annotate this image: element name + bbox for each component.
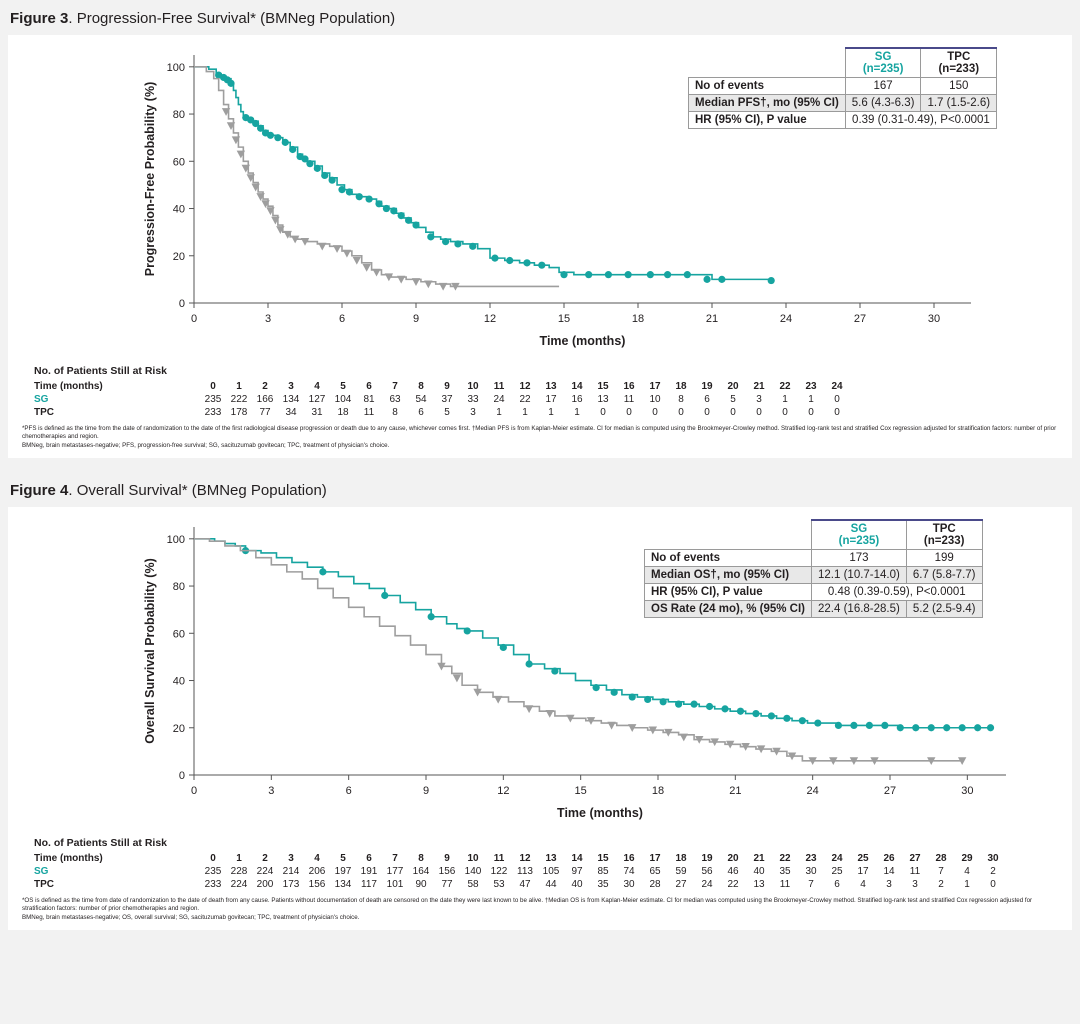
risk-cell: 9 — [444, 853, 450, 865]
risk-cell: 18 — [675, 381, 687, 392]
risk-cell: 14 — [571, 853, 583, 865]
risk-cell: 44 — [545, 879, 557, 891]
risk-cell: 7 — [808, 879, 814, 891]
risk-cell: 47 — [519, 879, 531, 891]
risk-cell: 0 — [834, 394, 840, 405]
risk-cell: 113 — [517, 866, 533, 878]
risk-cell: 173 — [282, 879, 300, 891]
risk-row-label: TPC — [34, 407, 54, 418]
risk-cell: 122 — [490, 866, 508, 878]
risk-cell: 30 — [623, 879, 635, 891]
risk-cell: 25 — [857, 853, 869, 865]
risk-cell: 22 — [519, 394, 531, 405]
stats-header-sg-line2: (n=235) — [862, 63, 904, 75]
stats-header-tpc-line2: (n=233) — [938, 63, 980, 75]
risk-cell: 134 — [334, 879, 352, 891]
risk-cell: 10 — [649, 394, 661, 405]
table-row — [645, 550, 983, 567]
svg-text:0: 0 — [178, 298, 185, 310]
risk-cell: 58 — [467, 879, 479, 891]
risk-cell: 101 — [386, 879, 404, 891]
stats-cell-tpc: 6.7 (5.8-7.7) — [906, 567, 982, 584]
risk-cell: 23 — [805, 853, 817, 865]
risk-cell: 1 — [964, 879, 970, 891]
table-row — [645, 601, 983, 618]
risk-table-title: No. of Patients Still at Risk — [34, 365, 168, 377]
risk-cell: 53 — [493, 879, 505, 891]
stats-cell-sg: 12.1 (10.7-14.0) — [812, 567, 907, 584]
risk-cell: 10 — [467, 381, 479, 392]
figure-4-plot-wrap — [16, 513, 1064, 833]
figure-3-panel — [8, 35, 1072, 458]
risk-cell: 3 — [288, 853, 294, 865]
svg-text:15: 15 — [574, 785, 587, 798]
risk-row — [34, 380, 850, 393]
risk-cell: 5 — [444, 407, 450, 418]
risk-cell: 0 — [730, 407, 736, 418]
risk-cell: 4 — [314, 381, 320, 392]
risk-cell: 30 — [805, 866, 817, 878]
stats-header-sg-line1: SG — [850, 523, 868, 536]
stats-cell-tpc: 5.2 (2.5-9.4) — [906, 601, 982, 618]
stats-row-label: No of events — [645, 550, 812, 567]
risk-cell: 15 — [597, 381, 609, 392]
risk-cell: 156 — [438, 866, 456, 878]
risk-cell: 164 — [412, 866, 430, 878]
risk-cell: 13 — [545, 381, 557, 392]
risk-cell: 59 — [675, 866, 687, 878]
risk-cell: 26 — [883, 853, 895, 865]
section-spacer — [0, 458, 1080, 472]
stats-row-label: HR (95% CI), P value — [689, 112, 846, 129]
svg-text:9: 9 — [412, 313, 420, 325]
svg-text:21: 21 — [705, 313, 719, 325]
footnote-line-1: *PFS is defined as the time from the date of randomization to the date of the first radiological disease progression or death due to any cause, whichever comes first. †Median PFS is from Kaplan-Meier estimate. CI for median is computed using the Brookmeyer-Crowley method. Stratified log-rank test and stratified Cox regression adjusted for stratification factors: number of prior chemotherapies and region. — [22, 425, 1057, 441]
risk-cell: 6 — [418, 407, 424, 418]
risk-cell: 0 — [678, 407, 684, 418]
risk-cell: 127 — [308, 394, 326, 405]
risk-cell: 7 — [392, 853, 398, 865]
risk-cell: 3 — [912, 879, 918, 891]
risk-cell: 4 — [964, 866, 970, 878]
svg-text:30: 30 — [927, 313, 941, 325]
svg-text:Time (months): Time (months) — [539, 334, 626, 348]
risk-cell: 11 — [909, 866, 921, 878]
risk-cell: 20 — [727, 381, 739, 392]
stats-header-tpc — [921, 48, 997, 78]
stats-row-label: Median PFS†, mo (95% CI) — [689, 95, 846, 112]
figure-4-title-rest: . Overall Survival* (BMNeg Population) — [68, 482, 327, 500]
stats-row-label: No of events — [689, 78, 846, 95]
stats-row-label: OS Rate (24 mo), % (95% CI) — [645, 601, 812, 618]
risk-cell: 3 — [288, 381, 294, 392]
risk-cell: 20 — [727, 853, 739, 865]
risk-cell: 2 — [938, 879, 944, 891]
risk-cell: 90 — [415, 879, 427, 891]
risk-cell: 8 — [418, 853, 424, 865]
risk-cell: 74 — [623, 866, 635, 878]
figure-3-title-rest: . Progression-Free Survival* (BMNeg Population) — [68, 10, 396, 27]
stats-cell-sg: 5.6 (4.3-6.3) — [845, 95, 921, 112]
risk-table-title: No. of Patients Still at Risk — [34, 837, 168, 850]
risk-cell: 222 — [230, 394, 248, 405]
risk-cell: 24 — [831, 381, 843, 392]
risk-cell: 4 — [314, 853, 320, 865]
risk-cell: 23 — [805, 381, 817, 392]
stats-corner-cell — [645, 520, 812, 550]
risk-cell: 13 — [753, 879, 765, 891]
risk-cell: 30 — [987, 853, 999, 865]
svg-text:24: 24 — [779, 313, 793, 325]
risk-cell: 33 — [467, 394, 479, 405]
risk-cell: 235 — [204, 394, 222, 405]
svg-text:12: 12 — [483, 313, 497, 325]
risk-cell: 13 — [545, 853, 557, 865]
risk-cell: 19 — [701, 381, 713, 392]
stats-cell-span: 0.39 (0.31-0.49), P<0.0001 — [845, 112, 996, 129]
footnote-line-2: BMNeg, brain metastases-negative; OS, overall survival; SG, sacituzumab govitecan; TPC, treatment of physician's choice. — [22, 913, 360, 921]
risk-cell: 7 — [392, 381, 398, 392]
svg-text:100: 100 — [166, 533, 185, 546]
risk-cell: 28 — [649, 879, 661, 891]
risk-cell: 1 — [496, 407, 502, 418]
stats-header-tpc-line1: TPC — [947, 51, 971, 63]
risk-cell: 206 — [308, 866, 326, 878]
risk-cell: 85 — [597, 866, 609, 878]
risk-cell: 5 — [730, 394, 736, 405]
risk-cell: 235 — [204, 866, 222, 878]
risk-cell: 63 — [389, 394, 401, 405]
risk-cell: 13 — [597, 394, 609, 405]
figure-3-title — [10, 10, 1080, 27]
stats-header-tpc-line1: TPC — [932, 523, 956, 536]
risk-cell: 0 — [652, 407, 658, 418]
stats-header-sg — [812, 520, 907, 550]
risk-cell: 8 — [678, 394, 684, 405]
stats-cell-sg: 173 — [812, 550, 907, 567]
svg-text:12: 12 — [497, 785, 510, 798]
footnote-line-2: BMNeg, brain metastases-negative; PFS, progression-free survival; SG, sacituzumab govitecan; TPC, treatment of physician's choice. — [22, 441, 390, 449]
svg-text:0: 0 — [190, 313, 198, 325]
risk-cell: 12 — [519, 853, 531, 865]
risk-cell: 8 — [418, 381, 424, 392]
risk-row-label: SG — [34, 394, 49, 405]
risk-cell: 224 — [230, 879, 248, 891]
risk-cell: 29 — [961, 853, 973, 865]
risk-cell: 104 — [334, 394, 352, 405]
risk-cell: 1 — [522, 407, 528, 418]
risk-cell: 17 — [649, 853, 661, 865]
figure-4-title-prefix: Figure 4 — [10, 482, 69, 500]
risk-cell: 0 — [600, 407, 606, 418]
risk-cell: 22 — [727, 879, 739, 891]
stats-cell-tpc: 199 — [906, 550, 982, 567]
svg-text:0: 0 — [190, 785, 198, 798]
risk-cell: 37 — [441, 394, 453, 405]
risk-cell: 0 — [704, 407, 710, 418]
risk-row-label: Time (months) — [34, 853, 103, 865]
risk-row-label: Time (months) — [34, 381, 103, 392]
table-header-row — [645, 520, 983, 550]
risk-cell: 25 — [831, 866, 843, 878]
risk-cell: 2 — [262, 853, 268, 865]
risk-cell: 24 — [701, 879, 713, 891]
risk-cell: 1 — [574, 407, 580, 418]
stats-row-label: Median OS†, mo (95% CI) — [645, 567, 812, 584]
risk-cell: 15 — [597, 853, 609, 865]
risk-cell: 0 — [782, 407, 788, 418]
risk-cell: 11 — [779, 879, 791, 891]
risk-cell: 3 — [886, 879, 892, 891]
risk-table — [34, 380, 850, 419]
risk-cell: 0 — [626, 407, 632, 418]
risk-cell: 1 — [808, 394, 814, 405]
table-row — [645, 567, 983, 584]
risk-cell: 0 — [834, 407, 840, 418]
risk-cell: 6 — [834, 879, 840, 891]
risk-cell: 1 — [548, 407, 554, 418]
risk-row — [34, 865, 1006, 878]
risk-cell: 18 — [337, 407, 349, 418]
svg-text:3: 3 — [264, 313, 272, 325]
risk-cell: 22 — [779, 381, 791, 392]
svg-text:100: 100 — [166, 61, 185, 74]
risk-cell: 34 — [285, 407, 297, 418]
svg-text:27: 27 — [853, 313, 867, 325]
risk-cell: 46 — [727, 866, 739, 878]
risk-cell: 14 — [571, 381, 583, 392]
risk-cell: 3 — [470, 407, 476, 418]
risk-cell: 233 — [204, 879, 222, 891]
risk-cell: 1 — [782, 394, 788, 405]
table-row — [689, 112, 997, 129]
risk-cell: 19 — [701, 853, 713, 865]
risk-cell: 17 — [857, 866, 869, 878]
risk-cell: 11 — [493, 381, 505, 392]
risk-cell: 0 — [210, 381, 216, 392]
risk-cell: 16 — [623, 381, 635, 392]
svg-text:60: 60 — [172, 156, 185, 169]
risk-cell: 27 — [675, 879, 687, 891]
risk-cell: 0 — [808, 407, 814, 418]
risk-cell: 17 — [545, 394, 557, 405]
figure-3-risk-table — [34, 365, 1064, 419]
risk-cell: 233 — [204, 407, 222, 418]
risk-cell: 105 — [542, 866, 560, 878]
stats-cell-span: 0.48 (0.39-0.59), P<0.0001 — [812, 584, 983, 601]
risk-cell: 6 — [366, 381, 372, 392]
risk-cell: 156 — [308, 879, 326, 891]
svg-text:80: 80 — [172, 109, 185, 122]
risk-cell: 228 — [230, 866, 248, 878]
table-row — [689, 95, 997, 112]
risk-table — [34, 852, 1006, 891]
risk-cell: 31 — [311, 407, 323, 418]
svg-text:18: 18 — [631, 313, 645, 325]
risk-cell: 40 — [571, 879, 583, 891]
table-row — [645, 584, 983, 601]
risk-cell: 81 — [363, 394, 375, 405]
risk-cell: 65 — [649, 866, 661, 878]
figure-3-footnotes — [22, 425, 1058, 450]
svg-text:15: 15 — [557, 313, 571, 325]
risk-cell: 16 — [571, 394, 583, 405]
risk-cell: 12 — [519, 381, 531, 392]
risk-cell: 11 — [363, 407, 375, 418]
risk-cell: 10 — [467, 853, 479, 865]
risk-cell: 2 — [262, 381, 268, 392]
figure-4-title — [10, 482, 1080, 499]
risk-cell: 7 — [938, 866, 944, 878]
risk-cell: 197 — [334, 866, 352, 878]
svg-text:3: 3 — [268, 785, 275, 798]
risk-cell: 35 — [597, 879, 609, 891]
risk-cell: 177 — [386, 866, 404, 878]
risk-cell: 8 — [392, 407, 398, 418]
risk-cell: 24 — [493, 394, 505, 405]
risk-cell: 117 — [361, 879, 377, 891]
risk-cell: 178 — [230, 407, 248, 418]
risk-cell: 3 — [756, 394, 762, 405]
risk-cell: 11 — [493, 853, 505, 865]
risk-row — [34, 393, 850, 406]
svg-text:6: 6 — [345, 785, 352, 798]
svg-text:Progression-Free Probability (: Progression-Free Probability (%) — [143, 81, 157, 277]
risk-cell: 21 — [753, 381, 765, 392]
risk-cell: 200 — [256, 879, 274, 891]
stats-corner-cell — [689, 48, 846, 78]
risk-cell: 17 — [649, 381, 661, 392]
risk-cell: 18 — [675, 853, 687, 865]
svg-text:6: 6 — [338, 313, 346, 325]
risk-cell: 166 — [256, 394, 274, 405]
risk-cell: 0 — [210, 853, 216, 865]
svg-text:80: 80 — [172, 581, 185, 594]
svg-text:18: 18 — [651, 785, 665, 798]
figure-4-footnotes — [22, 897, 1058, 922]
stats-header-tpc — [906, 520, 982, 550]
risk-cell: 224 — [256, 866, 274, 878]
risk-cell: 4 — [860, 879, 866, 891]
risk-cell: 22 — [779, 853, 791, 865]
risk-row — [34, 852, 1006, 865]
risk-cell: 14 — [883, 866, 895, 878]
table-header-row — [689, 48, 997, 78]
risk-row-label: TPC — [34, 879, 54, 891]
risk-cell: 35 — [779, 866, 791, 878]
svg-text:24: 24 — [806, 785, 819, 798]
risk-cell: 77 — [441, 879, 453, 891]
risk-cell: 56 — [701, 866, 713, 878]
figure-4-panel — [8, 507, 1072, 930]
svg-text:0: 0 — [178, 770, 185, 783]
svg-text:21: 21 — [729, 785, 742, 798]
stats-cell-sg: 22.4 (16.8-28.5) — [812, 601, 907, 618]
svg-text:Overall Survival Probability (: Overall Survival Probability (%) — [143, 558, 157, 744]
risk-cell: 54 — [415, 394, 427, 405]
risk-cell: 9 — [444, 381, 450, 392]
svg-text:20: 20 — [172, 250, 185, 263]
risk-row-label: SG — [34, 866, 49, 878]
svg-text:60: 60 — [172, 628, 185, 641]
risk-cell: 140 — [464, 866, 482, 878]
risk-cell: 214 — [282, 866, 300, 878]
risk-row — [34, 878, 1006, 891]
stats-row-label: HR (95% CI), P value — [645, 584, 812, 601]
risk-cell: 191 — [360, 866, 378, 878]
risk-cell: 77 — [259, 407, 271, 418]
risk-row — [34, 406, 850, 419]
stats-header-sg-line1: SG — [874, 51, 892, 63]
svg-text:30: 30 — [961, 785, 974, 798]
figure-3-title-prefix: Figure 3 — [10, 10, 69, 27]
risk-cell: 28 — [935, 853, 947, 865]
svg-text:20: 20 — [172, 722, 185, 735]
risk-cell: 97 — [571, 866, 583, 878]
risk-cell: 40 — [753, 866, 765, 878]
figure-3-stats-table — [688, 47, 997, 129]
risk-cell: 134 — [282, 394, 300, 405]
table-row — [689, 78, 997, 95]
risk-cell: 1 — [236, 853, 242, 865]
stats-cell-tpc: 1.7 (1.5-2.6) — [921, 95, 997, 112]
risk-cell: 6 — [704, 394, 710, 405]
risk-cell: 0 — [990, 879, 996, 891]
stats-header-tpc-line2: (n=233) — [923, 535, 965, 548]
svg-text:40: 40 — [172, 203, 185, 216]
figure-3-plot-wrap — [16, 41, 1064, 361]
risk-cell: 5 — [340, 853, 346, 865]
risk-cell: 27 — [909, 853, 921, 865]
risk-cell: 0 — [756, 407, 762, 418]
svg-text:27: 27 — [883, 785, 897, 798]
svg-text:Time (months): Time (months) — [557, 806, 643, 821]
risk-cell: 24 — [831, 853, 843, 865]
stats-cell-sg: 167 — [845, 78, 921, 95]
risk-cell: 5 — [340, 381, 346, 392]
risk-cell: 21 — [753, 853, 765, 865]
risk-cell: 2 — [990, 866, 996, 878]
risk-cell: 6 — [366, 853, 372, 865]
risk-cell: 16 — [623, 853, 635, 865]
figure-4-stats-table — [644, 519, 983, 618]
stats-header-sg — [845, 48, 921, 78]
risk-cell: 11 — [623, 394, 635, 405]
stats-header-sg-line2: (n=235) — [838, 535, 880, 548]
footnote-line-1: *OS is defined as the time from date of randomization to the date of death from any cause. Patients without documentation of death are censored on the date they were last known to be alive. †Median OS is from Kaplan-Meier estimate. CI for median was computed using the Brookmeyer-Crowley method. Stratified log-rank test and stratified Cox regression adjusted for stratification factors: number of prior chemotherapies and region. — [22, 897, 1033, 913]
stats-cell-tpc: 150 — [921, 78, 997, 95]
risk-cell: 1 — [236, 381, 242, 392]
svg-text:9: 9 — [422, 785, 430, 798]
svg-text:40: 40 — [172, 675, 185, 688]
figure-4-risk-table — [34, 837, 1064, 891]
